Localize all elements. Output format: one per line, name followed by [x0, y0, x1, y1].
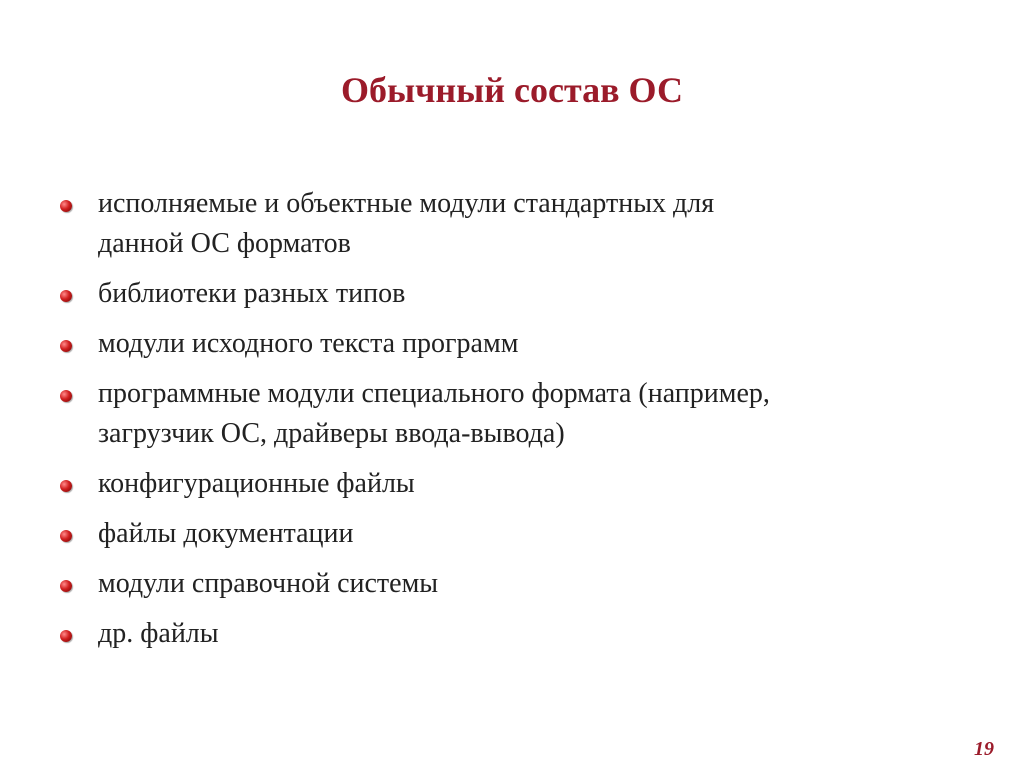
- bullet-line: данной ОС форматов: [98, 228, 351, 259]
- list-item: [60, 274, 960, 314]
- red-ball-bullet-icon: [60, 530, 72, 542]
- list-item: [60, 514, 960, 554]
- bullet-line: исполняемые и объектные модули стандартных для: [98, 188, 715, 219]
- list-item: [60, 374, 960, 454]
- bullet-line: файлы документации: [98, 518, 354, 549]
- list-item: [60, 184, 960, 264]
- page-number: 19: [974, 738, 994, 760]
- red-ball-bullet-icon: [60, 580, 72, 592]
- bullet-line: библиотеки разных типов: [98, 278, 406, 309]
- red-ball-bullet-icon: [60, 290, 72, 302]
- list-item: [60, 564, 960, 604]
- red-ball-bullet-icon: [60, 340, 72, 352]
- bullet-line: модули исходного текста программ: [98, 328, 519, 359]
- list-item: [60, 464, 960, 504]
- red-ball-bullet-icon: [60, 200, 72, 212]
- bullet-line: загрузчик ОС, драйверы ввода-вывода): [98, 418, 565, 449]
- bullet-line: др. файлы: [98, 618, 219, 649]
- slide-title: Обычный состав ОС: [341, 70, 683, 110]
- red-ball-bullet-icon: [60, 630, 72, 642]
- red-ball-bullet-icon: [60, 390, 72, 402]
- red-ball-bullet-icon: [60, 480, 72, 492]
- bullet-line: программные модули специального формата (например,: [98, 378, 770, 409]
- list-item: [60, 324, 960, 364]
- bullet-line: модули справочной системы: [98, 568, 439, 599]
- bullet-list: [60, 184, 960, 664]
- bullet-line: конфигурационные файлы: [98, 468, 415, 499]
- list-item: [60, 614, 960, 654]
